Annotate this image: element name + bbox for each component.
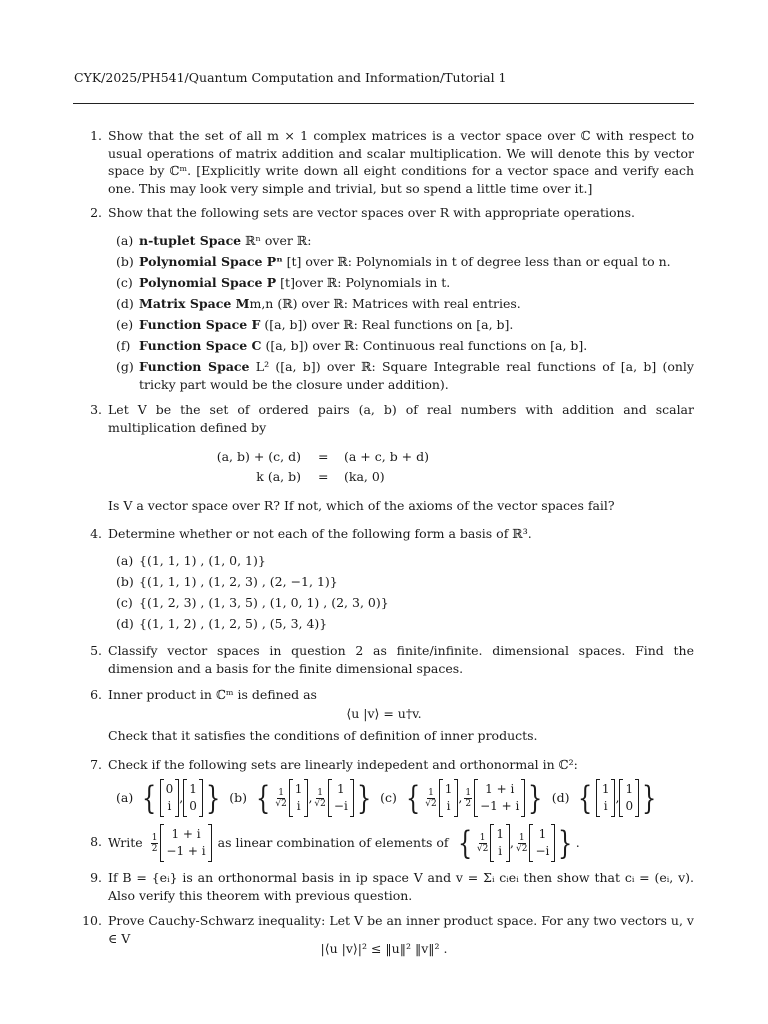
question-number: 6. [90,687,102,702]
question-7-vector-sets: (a) { 0 i , 1 0 } (b) { $\frac{1}{√2}$ 1 i , $\frac{1}{√2}$ 1 −i } (c) { $\frac{1}{√2}$ 1 i , $\frac{1}{2}$ 1 + i −1 + i } (d) { 1 i , 1 0 } [116,779,657,817]
question-text: Prove Cauchy-Schwarz inequality: Let V be an inner product space. For any two vectors u, v ∈ V [108,913,694,946]
question-text: Show that the following sets are vector spaces over R with appropriate operations. [108,205,635,220]
item-title: Function Space C [139,338,262,353]
question-number: 2. [90,205,102,220]
item-text: L² ([a, b]) over ℝ: Square Integrable real functions of [a, b] (only tricky part would be the closure under addition). [139,359,694,392]
item-text: {(1, 1, 2) , (1, 2, 5) , (5, 3, 4)} [139,616,328,631]
item-label: (a) [116,553,134,568]
item-title: Function Space F [139,317,261,332]
set-brace: { [578,779,593,817]
fraction: $\frac{1}{√2}$ [314,787,326,809]
item-label: (g) [116,359,134,374]
item-text: [t]over ℝ: Polynomials in t. [276,275,451,290]
column-vector: 1 i [496,827,505,858]
item-text: {(1, 1, 1) , (1, 2, 3) , (2, −1, 1)} [139,574,338,589]
fraction: $\frac{1}{√2}$ [476,832,489,854]
column-vector: 1 + i −1 + i [166,827,206,858]
column-vector: 1 −i [333,782,348,813]
question-number: 10. [82,913,102,928]
question-number: 1. [90,128,102,143]
item-title: Function Space [139,359,250,374]
question-8-body: Write $\frac{1}{2}$ 1 + i −1 + i as linear combination of elements of { $\frac{1}{√2}$ 1 i , $\frac{1}{√2}$ 1 −i } . [108,824,580,862]
question-text: Show that the set of all m × 1 complex matrices is a vector space over ℂ with respect to usual operations of matrix addition and scalar multiplication. We will denote this by vector space by ℂᵐ. [Explicitly write down all eight conditions for a vector space and verify each one. This may look very simple and trivial, but so spend a little time over it.] [108,128,694,196]
question-text: Check if the following sets are linearly indepedent and orthonormal in ℂ²: [108,757,578,772]
set-brace: } [642,779,657,817]
question-text: Write [108,835,143,851]
equation-sign: = [318,449,329,464]
question-text: Let V be the set of ordered pairs (a, b) of real numbers with addition and scalar multiplication defined by [108,402,694,435]
set-brace: } [558,824,573,862]
page-header: CYK/2025/PH541/Quantum Computation and Information/Tutorial 1 [74,70,507,85]
item-text: ℝⁿ over ℝ: [241,233,312,248]
question-number: 5. [90,643,102,658]
set-brace: { [405,779,421,817]
column-vector: 1 + i −1 + i [480,782,520,813]
column-vector: 1 0 [189,782,197,813]
column-vector: 1 −i [535,827,550,858]
question-6-equation [74,705,694,723]
set-brace: { [457,824,472,862]
item-label: (c) [116,275,133,290]
question-3-equations [74,448,694,488]
fraction: $\frac{1}{2}$ [151,832,158,854]
question-text: as linear combination of elements of [217,835,449,851]
equation-rhs: (ka, 0) [344,469,385,484]
item-label: (d) [116,616,134,631]
item-text: m,n (ℝ) over ℝ: Matrices with real entries. [249,296,521,311]
item-label: (a) [116,790,134,806]
question-text: Classify vector spaces in question 2 as finite/infinite. dimensional spaces. Find the dimension and a basis for the finite dimensional spaces. [108,643,694,676]
item-label: (b) [116,574,134,589]
item-title: n-tuplet Space [139,233,242,248]
question-number: 8. [90,834,102,849]
question-number: 3. [90,402,102,417]
item-label: (d) [551,790,570,806]
set-brace: } [356,779,372,817]
item-text: {(1, 1, 1) , (1, 0, 1)} [139,553,266,568]
question-text: Check that it satisfies the conditions of definition of inner products. [108,728,538,743]
column-vector: 1 i [444,782,453,813]
equation-lhs: k (a, b) [256,469,301,484]
column-vector: 1 i [601,782,610,813]
fraction: $\frac{1}{2}$ [465,787,472,809]
question-text: Determine whether or not each of the following form a basis of ℝ³. [108,526,532,541]
header-rule [73,103,694,104]
question-number: 9. [90,870,102,885]
question-10-equation [74,940,694,960]
item-title: Polynomial Space Pⁿ [139,254,283,269]
item-label: (a) [116,233,134,248]
question-text: Inner product in ℂᵐ is defined as [108,687,317,702]
item-label: (b) [229,790,247,806]
item-label: (f) [116,338,131,353]
question-text: If B = {eᵢ} is an orthonormal basis in ip space V and v = Σᵢ cᵢeᵢ then show that cᵢ = (eᵢ, v). Also verify this theorem with previous question. [108,870,694,903]
set-brace: } [205,779,221,817]
question-number: 7. [90,757,102,772]
item-text: [t] over ℝ: Polynomials in t of degree less than or equal to n. [282,254,671,269]
question-number: 4. [90,526,102,541]
item-label: (e) [116,317,134,332]
fraction: $\frac{1}{√2}$ [425,787,437,809]
fraction: $\frac{1}{√2}$ [275,787,287,809]
set-brace: } [528,779,543,817]
column-vector: 0 i [165,782,174,813]
inner-product-equation: ⟨u |v⟩ = u†v. [346,706,422,721]
cauchy-schwarz-equation: |⟨u |v⟩|² ≤ ‖u‖² ‖v‖² . [320,941,448,956]
equation-lhs: (a, b) + (c, d) [216,449,301,464]
item-label: (d) [116,296,134,311]
set-brace: { [256,779,271,817]
question-text: Is V a vector space over R? If not, which of the axioms of the vector spaces fail? [108,498,615,513]
item-text: ([a, b]) over ℝ: Real functions on [a, b]. [260,317,514,332]
item-text: {(1, 2, 3) , (1, 3, 5) , (1, 0, 1) , (2, 3, 0)} [139,595,389,610]
set-brace: { [142,779,157,817]
equation-rhs: (a + c, b + d) [344,449,429,464]
column-vector: 1 0 [625,782,634,813]
item-title: Polynomial Space P [139,275,277,290]
fraction: $\frac{1}{√2}$ [516,832,528,854]
equation-sign: = [318,469,329,484]
item-label: (b) [116,254,134,269]
item-title: Matrix Space M [139,296,250,311]
column-vector: 1 i [294,782,303,813]
item-text: ([a, b]) over ℝ: Continuous real functions on [a, b]. [261,338,588,353]
item-label: (c) [116,595,133,610]
item-label: (c) [380,790,397,806]
